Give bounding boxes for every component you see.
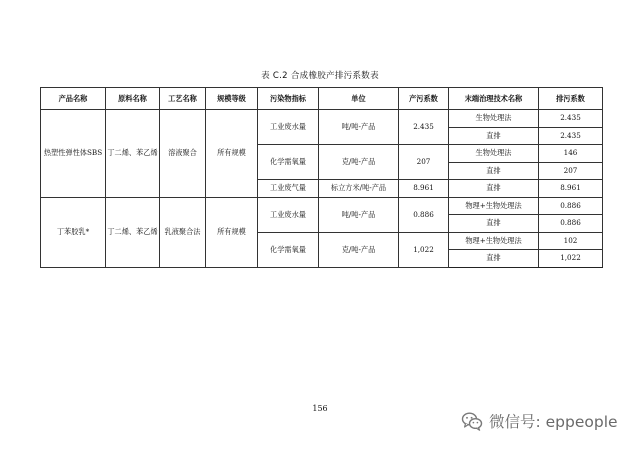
header-cell: 产品名称 (41, 88, 106, 110)
emission-coefficient-cell: 207 (539, 162, 603, 180)
unit-cell: 标立方米/吨-产品 (319, 180, 399, 198)
pollutant-cell: 工业废水量 (258, 197, 319, 232)
watermark-text: 微信号: eppeople (489, 413, 618, 431)
emission-coefficient-cell: 2.435 (539, 110, 603, 128)
header-cell: 排污系数 (539, 88, 603, 110)
pollutant-cell: 工业废水量 (258, 110, 319, 145)
production-coefficient-cell: 2.435 (399, 110, 449, 145)
emission-coefficient-cell: 1,022 (539, 250, 603, 268)
emission-coefficient-cell: 0.886 (539, 197, 603, 215)
header-cell: 原料名称 (106, 88, 160, 110)
treatment-cell: 物理+生物处理法 (449, 197, 539, 215)
header-cell: 污染物指标 (258, 88, 319, 110)
header-cell: 工艺名称 (160, 88, 206, 110)
material-cell: 丁二烯、苯乙烯 (106, 197, 160, 267)
treatment-cell: 生物处理法 (449, 110, 539, 128)
treatment-cell: 直排 (449, 162, 539, 180)
treatment-cell: 生物处理法 (449, 145, 539, 163)
pollutant-cell: 化学需氧量 (258, 145, 319, 180)
table-row (41, 197, 603, 215)
header-cell: 末端治理技术名称 (449, 88, 539, 110)
treatment-cell: 直排 (449, 127, 539, 145)
production-coefficient-cell: 0.886 (399, 197, 449, 232)
production-coefficient-cell: 8.961 (399, 180, 449, 198)
unit-cell: 吨/吨-产品 (319, 110, 399, 145)
production-coefficient-cell: 1,022 (399, 232, 449, 267)
emission-coefficient-cell: 146 (539, 145, 603, 163)
emission-coefficient-cell: 2.435 (539, 127, 603, 145)
emission-coefficient-cell: 8.961 (539, 180, 603, 198)
wechat-icon (461, 410, 483, 432)
treatment-cell: 直排 (449, 180, 539, 198)
table-header-row (41, 88, 603, 110)
process-cell: 乳液聚合法 (160, 197, 206, 267)
unit-cell: 克/吨-产品 (319, 145, 399, 180)
header-cell: 单位 (319, 88, 399, 110)
treatment-cell: 直排 (449, 250, 539, 268)
product-name-cell: 丁苯胶乳* (41, 197, 106, 267)
unit-cell: 克/吨-产品 (319, 232, 399, 267)
page-number: 156 (312, 404, 328, 413)
emission-coefficient-cell: 102 (539, 232, 603, 250)
treatment-cell: 直排 (449, 215, 539, 233)
wechat-watermark (461, 409, 618, 433)
product-name-cell: 热塑性弹性体SBS (41, 110, 106, 198)
pollutant-cell: 工业废气量 (258, 180, 319, 198)
scale-cell: 所有规模 (206, 197, 258, 267)
emission-coefficient-table (40, 87, 603, 268)
production-coefficient-cell: 207 (399, 145, 449, 180)
table-caption: 表 C.2 合成橡胶产排污系数表 (261, 71, 379, 81)
header-cell: 产污系数 (399, 88, 449, 110)
treatment-cell: 物理+生物处理法 (449, 232, 539, 250)
emission-coefficient-cell: 0.886 (539, 215, 603, 233)
process-cell: 溶液聚合 (160, 110, 206, 198)
unit-cell: 吨/吨-产品 (319, 197, 399, 232)
material-cell: 丁二烯、苯乙烯 (106, 110, 160, 198)
header-cell: 规模等级 (206, 88, 258, 110)
scale-cell: 所有规模 (206, 110, 258, 198)
pollutant-cell: 化学需氧量 (258, 232, 319, 267)
table-row (41, 110, 603, 128)
